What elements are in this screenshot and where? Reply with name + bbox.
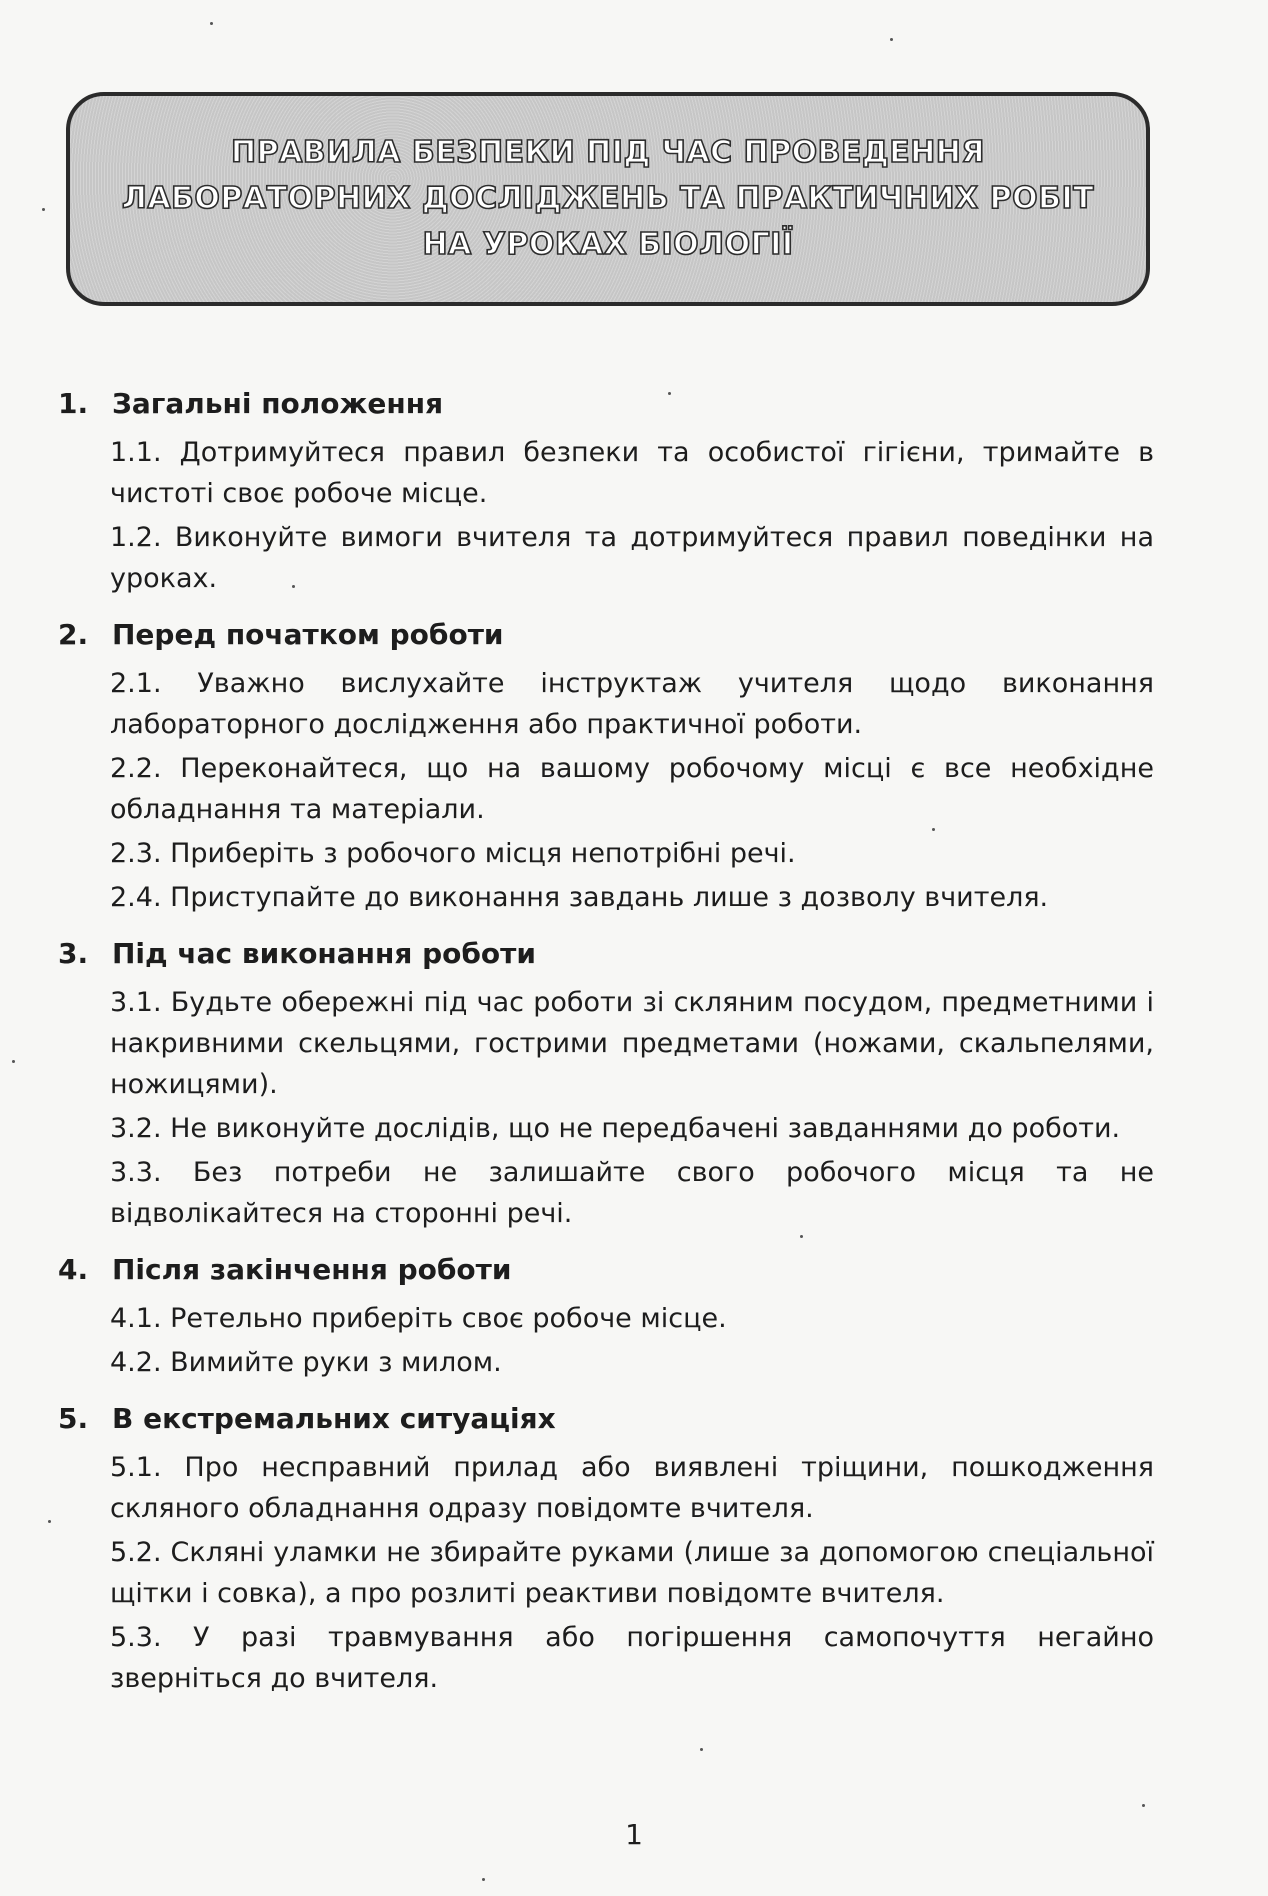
section-items <box>58 1447 1154 1699</box>
rule-item: 3.1. Будьте обережні під час роботи зі скляним посудом, предметними і накривними скельцями, гострими предметами (ножами, скальпелями, ножицями). <box>110 987 1154 1100</box>
rule-item: 1.2. Виконуйте вимоги вчителя та дотримуйтеся правил поведінки на уроках. <box>110 522 1154 594</box>
section-number: 4. <box>58 1253 89 1286</box>
section-emergency <box>58 1397 1158 1699</box>
section-before-work <box>58 613 1158 918</box>
rule-item: 4.1. Ретельно приберіть своє робоче місце. <box>110 1303 727 1334</box>
section-heading <box>58 932 1158 976</box>
section-heading <box>58 1397 1158 1441</box>
page-number: 1 <box>625 1818 643 1851</box>
section-title: В екстремальних ситуаціях <box>112 1402 556 1435</box>
rule-item: 4.2. Вимийте руки з милом. <box>110 1347 502 1378</box>
rule-item: 2.3. Приберіть з робочого місця непотрібні речі. <box>110 838 796 869</box>
rule-item: 2.1. Уважно вислухайте інструктаж учителя щодо виконання лабораторного дослідження або практичної роботи. <box>110 668 1154 740</box>
title-line-1: ПРАВИЛА БЕЗПЕКИ ПІД ЧАС ПРОВЕДЕННЯ <box>230 135 986 170</box>
section-title: Під час виконання роботи <box>112 937 537 970</box>
section-heading <box>58 382 1158 426</box>
section-number: 2. <box>58 618 89 651</box>
section-heading <box>58 1248 1158 1292</box>
section-general <box>58 382 1158 599</box>
rule-item: 5.2. Скляні уламки не збирайте руками (лише за допомогою спеціальної щітки і совка), а про розлиті реактиви повідомте вчителя. <box>110 1537 1154 1609</box>
scan-speck <box>12 1060 15 1063</box>
scan-speck <box>1142 1804 1145 1807</box>
rule-item: 3.3. Без потреби не залишайте свого робочого місця та не відволікайтеся на сторонні речі. <box>110 1157 1154 1229</box>
rule-item: 1.1. Дотримуйтеся правил безпеки та особистої гігієни, тримайте в чистоті своє робоче місце. <box>110 437 1154 509</box>
section-items <box>58 1298 1154 1383</box>
section-items <box>58 432 1154 599</box>
rule-item: 2.4. Приступайте до виконання завдань лише з дозволу вчителя. <box>110 882 1049 913</box>
section-heading <box>58 613 1158 657</box>
section-items <box>58 663 1154 918</box>
section-number: 5. <box>58 1402 89 1435</box>
title-line-2: ЛАБОРАТОРНИХ ДОСЛІДЖЕНЬ ТА ПРАКТИЧНИХ РОБІТ <box>121 181 1095 216</box>
rule-item: 5.3. У разі травмування або погіршення самопочуття негайно зверніться до вчителя. <box>110 1622 1154 1694</box>
section-during-work <box>58 932 1158 1234</box>
section-title: Перед початком роботи <box>112 618 504 651</box>
scan-speck <box>42 208 45 211</box>
section-number: 3. <box>58 937 89 970</box>
rule-item: 3.2. Не виконуйте дослідів, що не передбачені завданнями до роботи. <box>110 1113 1121 1144</box>
section-title: Загальні положення <box>112 387 444 420</box>
scan-speck <box>800 1235 803 1238</box>
scan-speck <box>482 1878 485 1881</box>
title-banner <box>66 92 1150 306</box>
section-title: Після закінчення роботи <box>112 1253 512 1286</box>
rule-item: 2.2. Переконайтеся, що на вашому робочому місці є все необхідне обладнання та матеріали. <box>110 753 1154 825</box>
section-items <box>58 982 1154 1234</box>
scan-speck <box>932 828 935 831</box>
scan-speck <box>890 38 893 41</box>
title-line-3: НА УРОКАХ БІОЛОГІЇ <box>422 227 794 262</box>
section-after-work <box>58 1248 1158 1383</box>
rules-content <box>58 382 1158 1713</box>
scan-speck <box>668 392 671 395</box>
rule-item: 5.1. Про несправний прилад або виявлені тріщини, пошкодження скляного обладнання одразу повідомте вчителя. <box>110 1452 1154 1524</box>
scan-speck <box>292 585 295 588</box>
scan-speck <box>700 1748 703 1751</box>
scan-speck <box>210 22 213 25</box>
scan-speck <box>48 1520 51 1523</box>
section-number: 1. <box>58 387 89 420</box>
